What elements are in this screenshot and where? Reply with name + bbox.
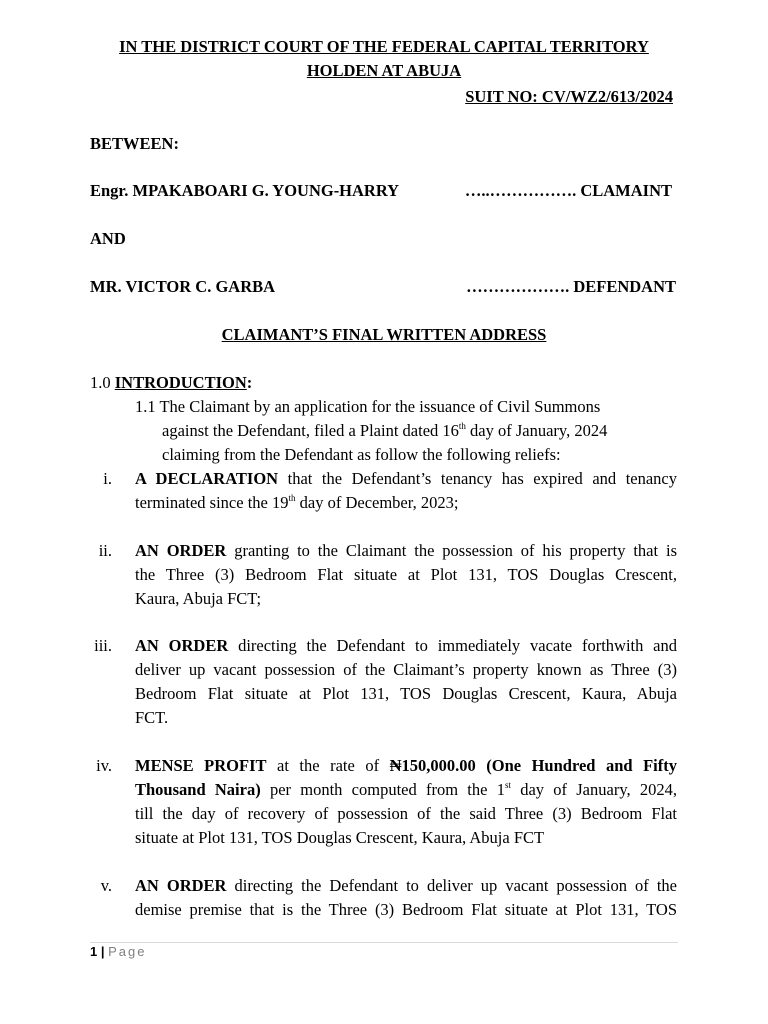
relief-text: that the Defendant’s tenancy has expired and tenancy xyxy=(278,469,677,488)
ordinal-suffix: st xyxy=(504,779,511,790)
and-label: AND xyxy=(90,229,126,248)
relief-ii-line3: Kaura, Abuja FCT; xyxy=(135,589,262,608)
relief-iv-line1 xyxy=(135,756,677,776)
relief-v-line1 xyxy=(135,876,677,896)
suit-number: SUIT NO: CV/WZ2/613/2024 xyxy=(465,87,673,106)
relief-v-line2: demise premise that is the Three (3) Bedroom Flat situate at Plot 131, TOS xyxy=(135,900,677,919)
relief-number: iii. xyxy=(94,636,112,655)
relief-text: day of January, 2024, xyxy=(510,780,677,799)
intro-para-line1: 1.1 The Claimant by an application for the issuance of Civil Summons xyxy=(135,397,601,416)
relief-lead: AN ORDER xyxy=(135,636,229,655)
relief-i-line1 xyxy=(135,469,677,489)
relief-lead: A DECLARATION xyxy=(135,469,279,488)
relief-lead: AN ORDER xyxy=(135,876,227,895)
relief-text: directing the Defendant to deliver up vacant possession of the xyxy=(226,876,677,895)
intro-para-line2-text: against the Defendant, filed a Plaint dated 16 xyxy=(162,421,459,440)
relief-text: terminated since the 19 xyxy=(135,493,289,512)
relief-i-line2 xyxy=(135,493,458,513)
ordinal-suffix: th xyxy=(288,492,296,503)
relief-iii-line2: deliver up vacant possession of the Claimant’s property known as Three (3) xyxy=(135,660,677,679)
claimant-name: Engr. MPAKABOARI G. YOUNG-HARRY xyxy=(90,181,400,200)
defendant-name: MR. VICTOR C. GARBA xyxy=(90,277,276,296)
intro-para-line2 xyxy=(162,421,607,441)
court-title-line1: IN THE DISTRICT COURT OF THE FEDERAL CAPITAL TERRITORY xyxy=(119,37,649,56)
relief-text: directing the Defendant to immediately vacate forthwith and xyxy=(228,636,678,655)
document-title: CLAIMANT’S FINAL WRITTEN ADDRESS xyxy=(221,325,547,344)
intro-para-line2-rest: day of January, 2024 xyxy=(465,421,608,440)
relief-number: ii. xyxy=(98,541,112,560)
relief-number: i. xyxy=(103,469,112,488)
relief-iv-line3: till the day of recovery of possession of the said Three (3) Bedroom Flat xyxy=(135,804,677,823)
claimant-role: …..……………. CLAMAINT xyxy=(464,181,672,200)
relief-amount: ₦150,000.00 (One Hundred and Fifty xyxy=(389,756,677,775)
relief-ii-line1 xyxy=(135,541,677,561)
relief-ii-line2: the Three (3) Bedroom Flat situate at Plot 131, TOS Douglas Crescent, xyxy=(135,565,677,584)
page-footer xyxy=(90,944,146,960)
intro-heading xyxy=(90,373,252,393)
relief-amount-words: Thousand Naira) xyxy=(135,780,261,799)
relief-text: day of December, 2023; xyxy=(295,493,459,512)
relief-iii-line1 xyxy=(135,636,677,656)
relief-lead: AN ORDER xyxy=(135,541,227,560)
relief-iv-line2 xyxy=(135,780,677,800)
intro-para-line3: claiming from the Defendant as follow the following reliefs: xyxy=(162,445,561,464)
court-title-line2: HOLDEN AT ABUJA xyxy=(306,61,462,80)
ordinal-suffix: th xyxy=(458,420,466,431)
relief-number: v. xyxy=(100,876,112,895)
relief-text: granting to the Claimant the possession of his property that is xyxy=(226,541,677,560)
relief-number: iv. xyxy=(96,756,112,775)
intro-heading-colon: : xyxy=(246,373,253,392)
relief-text: at the rate of xyxy=(266,756,390,775)
relief-iii-line4: FCT. xyxy=(135,708,169,727)
relief-text: per month computed from the 1 xyxy=(260,780,505,799)
intro-number: 1.0 xyxy=(90,373,111,392)
page-number: 1 xyxy=(90,944,98,959)
defendant-role: ………………. DEFENDANT xyxy=(466,277,676,296)
intro-heading-text: INTRODUCTION xyxy=(114,373,247,392)
footer-separator: | xyxy=(97,944,109,959)
relief-lead: MENSE PROFIT xyxy=(135,756,267,775)
page-label: Page xyxy=(108,944,147,959)
relief-iv-line4: situate at Plot 131, TOS Douglas Crescent, Kaura, Abuja FCT xyxy=(135,828,545,847)
footer-divider xyxy=(90,942,678,943)
relief-iii-line3: Bedroom Flat situate at Plot 131, TOS Douglas Crescent, Kaura, Abuja xyxy=(135,684,677,703)
between-label: BETWEEN: xyxy=(90,134,179,153)
